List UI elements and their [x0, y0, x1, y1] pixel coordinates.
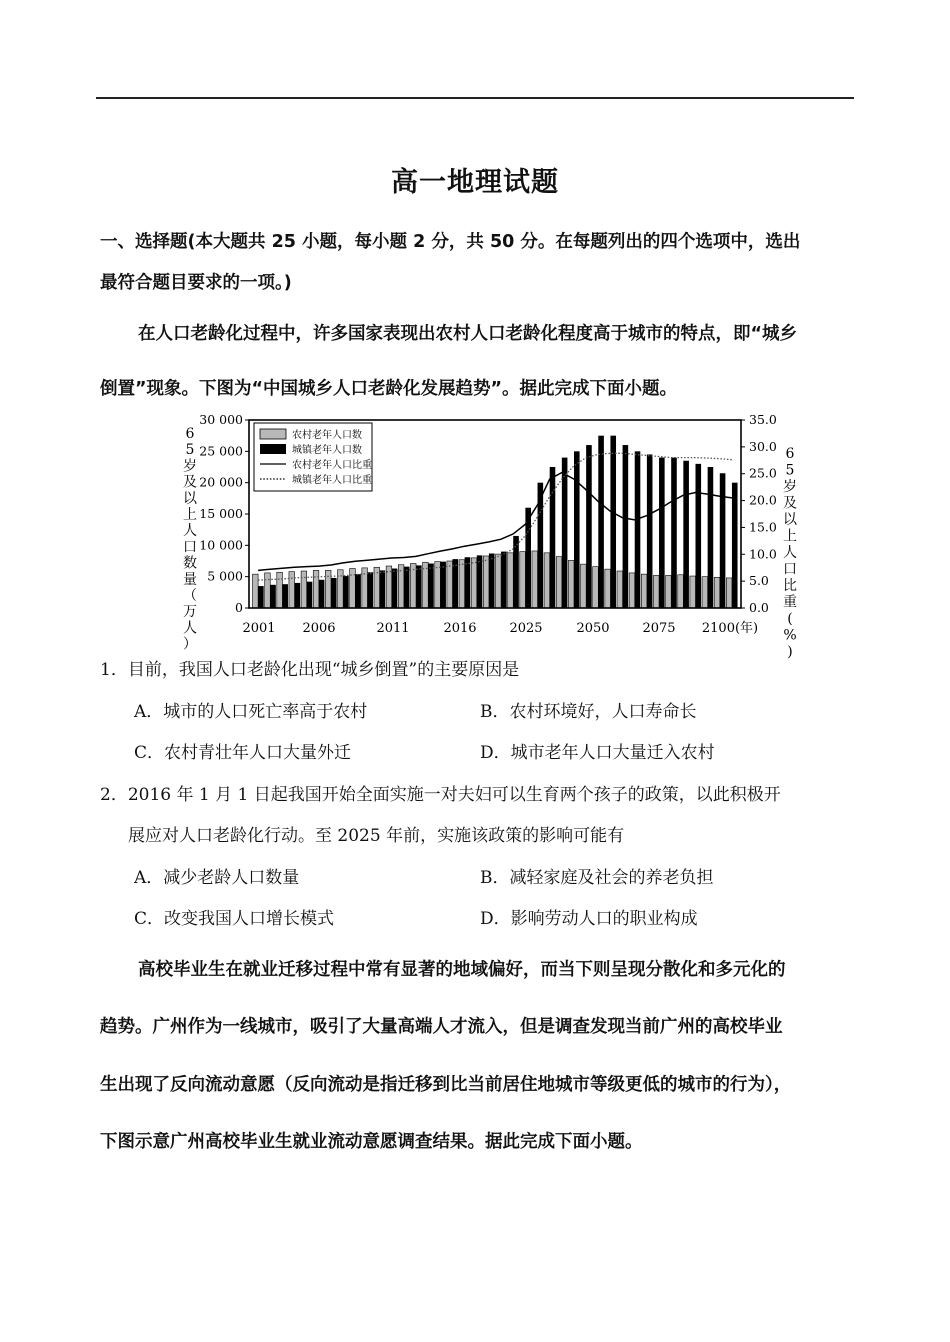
urban-bar [647, 454, 653, 608]
left-axis-label-char: 及 [183, 474, 197, 491]
rural-bar [289, 572, 295, 608]
rural-bar [617, 571, 623, 608]
y-left-tick-label: 5 000 [207, 568, 243, 584]
urban-bar [489, 553, 495, 608]
right-axis-label-char: 上 [783, 528, 797, 545]
y-left-tick-label: 0 [235, 600, 243, 615]
legend-rural-count: 农村老年人口数 [292, 430, 362, 441]
left-axis-label-char: 人 [183, 523, 197, 540]
urban-bar [270, 585, 276, 608]
urban-bar [404, 567, 410, 608]
y-right-tick-label: 5.0 [749, 573, 769, 589]
urban-bar [708, 467, 714, 608]
y-right-tick-label: 15.0 [749, 519, 777, 535]
left-axis-label-char: （ [183, 588, 197, 604]
rural-bar [483, 556, 489, 608]
rural-bar [496, 554, 502, 608]
rural-bar [253, 574, 259, 608]
legend-swatch-urban-count [260, 444, 286, 454]
q1-option-a[interactable]: A．城市的人口死亡率高于农村 [134, 702, 368, 722]
x-tick-label: 2006 [302, 621, 336, 636]
left-axis-label-char: 人 [183, 620, 197, 637]
rural-bar [726, 578, 732, 608]
urban-bar [732, 483, 738, 608]
left-axis-label-char: 上 [183, 507, 197, 523]
q2-option-a[interactable]: A．减少老龄人口数量 [134, 868, 300, 888]
right-axis-label-char: ) [787, 644, 793, 660]
urban-bar [380, 570, 386, 608]
right-axis-label-char: 人 [783, 545, 797, 561]
rural-bar [714, 577, 720, 608]
header-rule [96, 97, 854, 99]
right-axis-label [783, 446, 798, 660]
rural-bar [556, 557, 562, 608]
right-axis-label-char: 5 [785, 462, 795, 479]
legend-urban-ratio: 城镇老年人口比重 [292, 475, 372, 486]
rural-bar [508, 553, 514, 608]
rural-bar [447, 561, 453, 608]
urban-bar [586, 445, 592, 608]
rural-bar [653, 575, 659, 608]
urban-bar [367, 572, 373, 608]
urban-bar [343, 576, 349, 608]
y-right-tick-label: 10.0 [749, 546, 777, 562]
left-axis-label-char: 岁 [183, 458, 197, 475]
q1-option-d[interactable]: D．城市老年人口大量迁入农村 [480, 743, 715, 763]
rural-bar [605, 569, 611, 608]
left-axis-label-char: 量 [183, 571, 197, 588]
rural-bar [435, 562, 441, 608]
urban-bar [416, 565, 422, 608]
urban-bar [550, 467, 556, 608]
rural-bar [641, 574, 647, 608]
rural-bar [532, 551, 538, 608]
urban-bar [659, 458, 665, 608]
right-axis-label-char: ( [787, 611, 793, 627]
left-axis-label-char: ） [183, 636, 197, 653]
y-left-tick-label: 20 000 [199, 474, 243, 490]
left-axis-label-char: 以 [183, 490, 197, 507]
legend-swatch-rural-count [260, 429, 286, 439]
legend-rural-ratio: 农村老年人口比重 [292, 460, 372, 471]
rural-bar [277, 572, 283, 608]
section-instruction-line2: 最符合题目要求的一项。) [100, 273, 292, 293]
rural-bar [544, 553, 550, 608]
passage2-line4: 下图示意广州高校毕业生就业流动意愿调查结果。据此完成下面小题。 [100, 1132, 643, 1152]
rural-bar [459, 560, 465, 608]
q1-option-b[interactable]: B．农村环境好，人口寿命长 [480, 702, 697, 722]
right-axis-label-char: 及 [783, 495, 797, 512]
left-axis-label-char: 5 [185, 442, 195, 459]
urban-bar [440, 562, 446, 608]
urban-bar [331, 578, 337, 608]
urban-bar [683, 461, 689, 608]
right-axis-label-char: 6 [785, 446, 795, 462]
q1-stem: 1．目前，我国人口老龄化出现“城乡倒置”的主要原因是 [100, 660, 520, 680]
right-axis-label-char: 以 [783, 512, 797, 528]
rural-bar [471, 558, 477, 608]
right-axis-label-char: 重 [783, 594, 797, 611]
urban-bar [452, 559, 458, 608]
y-left-tick-label: 25 000 [199, 443, 243, 459]
y-left-tick-label: 30 000 [199, 412, 243, 427]
q1-option-c[interactable]: C．农村青壮年人口大量外迁 [134, 743, 352, 763]
left-axis-label-char: 万 [183, 604, 197, 621]
legend-urban-count: 城镇老年人口数 [292, 445, 362, 456]
chart-legend [254, 423, 372, 491]
rural-bar [593, 567, 599, 608]
left-axis-label-char: 口 [183, 539, 197, 556]
urban-bar [477, 555, 483, 608]
x-tick-label: 2100(年) [701, 621, 759, 636]
y-right-tick-label: 30.0 [749, 438, 777, 454]
passage2-line2: 趋势。广州作为一线城市，吸引了大量高端人才流入，但是调查发现当前广州的高校毕业 [100, 1017, 783, 1037]
rural-bar [568, 560, 574, 608]
urban-bar [623, 445, 629, 608]
aging-trend-chart [176, 412, 816, 660]
rural-bar [629, 573, 635, 608]
q2-option-c[interactable]: C．改变我国人口增长模式 [134, 909, 335, 929]
x-tick-label: 2025 [509, 621, 543, 636]
urban-bar [610, 436, 616, 608]
rural-bar [520, 552, 526, 608]
x-tick-label: 2016 [443, 621, 477, 636]
urban-bar [562, 458, 568, 608]
right-axis-label-char: 岁 [783, 479, 797, 495]
urban-bar [355, 574, 361, 608]
rural-bar [313, 570, 319, 608]
x-tick-label: 2011 [376, 621, 410, 636]
urban-bar [428, 564, 434, 608]
q2-option-b[interactable]: B．减轻家庭及社会的养老负担 [480, 868, 714, 888]
rural-bar [678, 575, 684, 608]
y-left-tick-label: 10 000 [199, 537, 243, 553]
right-axis-label-char: % [783, 627, 797, 644]
x-tick-label: 2050 [576, 621, 610, 636]
rural-bar [301, 571, 307, 608]
passage1-line2: 倒置”现象。下图为“中国城乡人口老龄化发展趋势”。据此完成下面小题。 [100, 379, 678, 399]
urban-bar [307, 582, 313, 608]
urban-bar [319, 580, 325, 608]
section-instruction-line1: 一、选择题(本大题共 25 小题，每小题 2 分，共 50 分。在每题列出的四个选项中，选出 [100, 232, 801, 252]
q2-stem-line2: 展应对人口老龄化行动。至 2025 年前，实施该政策的影响可能有 [128, 826, 625, 846]
x-tick-label: 2001 [242, 621, 276, 636]
urban-bar [598, 436, 604, 608]
left-axis-label-char: 6 [185, 426, 195, 442]
urban-bar [635, 451, 641, 608]
x-tick-label: 2075 [642, 621, 676, 636]
rural-bar [581, 564, 587, 608]
right-axis-label-char: 比 [783, 578, 797, 594]
page-title: 高一地理试题 [391, 167, 559, 198]
urban-bar [392, 569, 398, 608]
left-axis-label [183, 426, 198, 653]
rural-bar [702, 577, 708, 608]
q2-option-d[interactable]: D．影响劳动人口的职业构成 [480, 909, 698, 929]
rural-bar [265, 573, 271, 608]
y-left-tick-label: 15 000 [199, 506, 243, 521]
passage1-line1: 在人口老龄化过程中，许多国家表现出农村人口老龄化程度高于城市的特点，即“城乡 [138, 324, 797, 344]
urban-bar [295, 583, 301, 608]
y-right-tick-label: 25.0 [749, 465, 777, 481]
urban-bar [258, 586, 264, 608]
urban-bar [282, 584, 288, 608]
y-right-tick-label: 20.0 [749, 492, 777, 508]
y-right-tick-label: 35.0 [749, 412, 777, 427]
passage2-line1: 高校毕业生在就业迁移过程中常有显著的地域偏好，而当下则呈现分散化和多元化的 [138, 960, 786, 980]
urban-bar [501, 552, 507, 608]
y-right-tick-label: 0.0 [749, 600, 769, 615]
urban-bar [695, 464, 701, 608]
q2-stem-line1: 2．2016 年 1 月 1 日起我国开始全面实施一对夫妇可以生育两个孩子的政策，以此积极开 [100, 785, 781, 805]
rural-bar [690, 576, 696, 608]
urban-bar [671, 458, 677, 608]
urban-bar [574, 451, 580, 608]
passage2-line3: 生出现了反向流动意愿（反向流动是指迁移到比当前居住地城市等级更低的城市的行为）， [100, 1075, 792, 1095]
right-axis-label-char: 口 [783, 561, 797, 578]
urban-bar [465, 557, 471, 608]
left-axis-label-char: 数 [183, 555, 197, 572]
urban-bar [720, 473, 726, 608]
rural-bar [666, 575, 672, 608]
